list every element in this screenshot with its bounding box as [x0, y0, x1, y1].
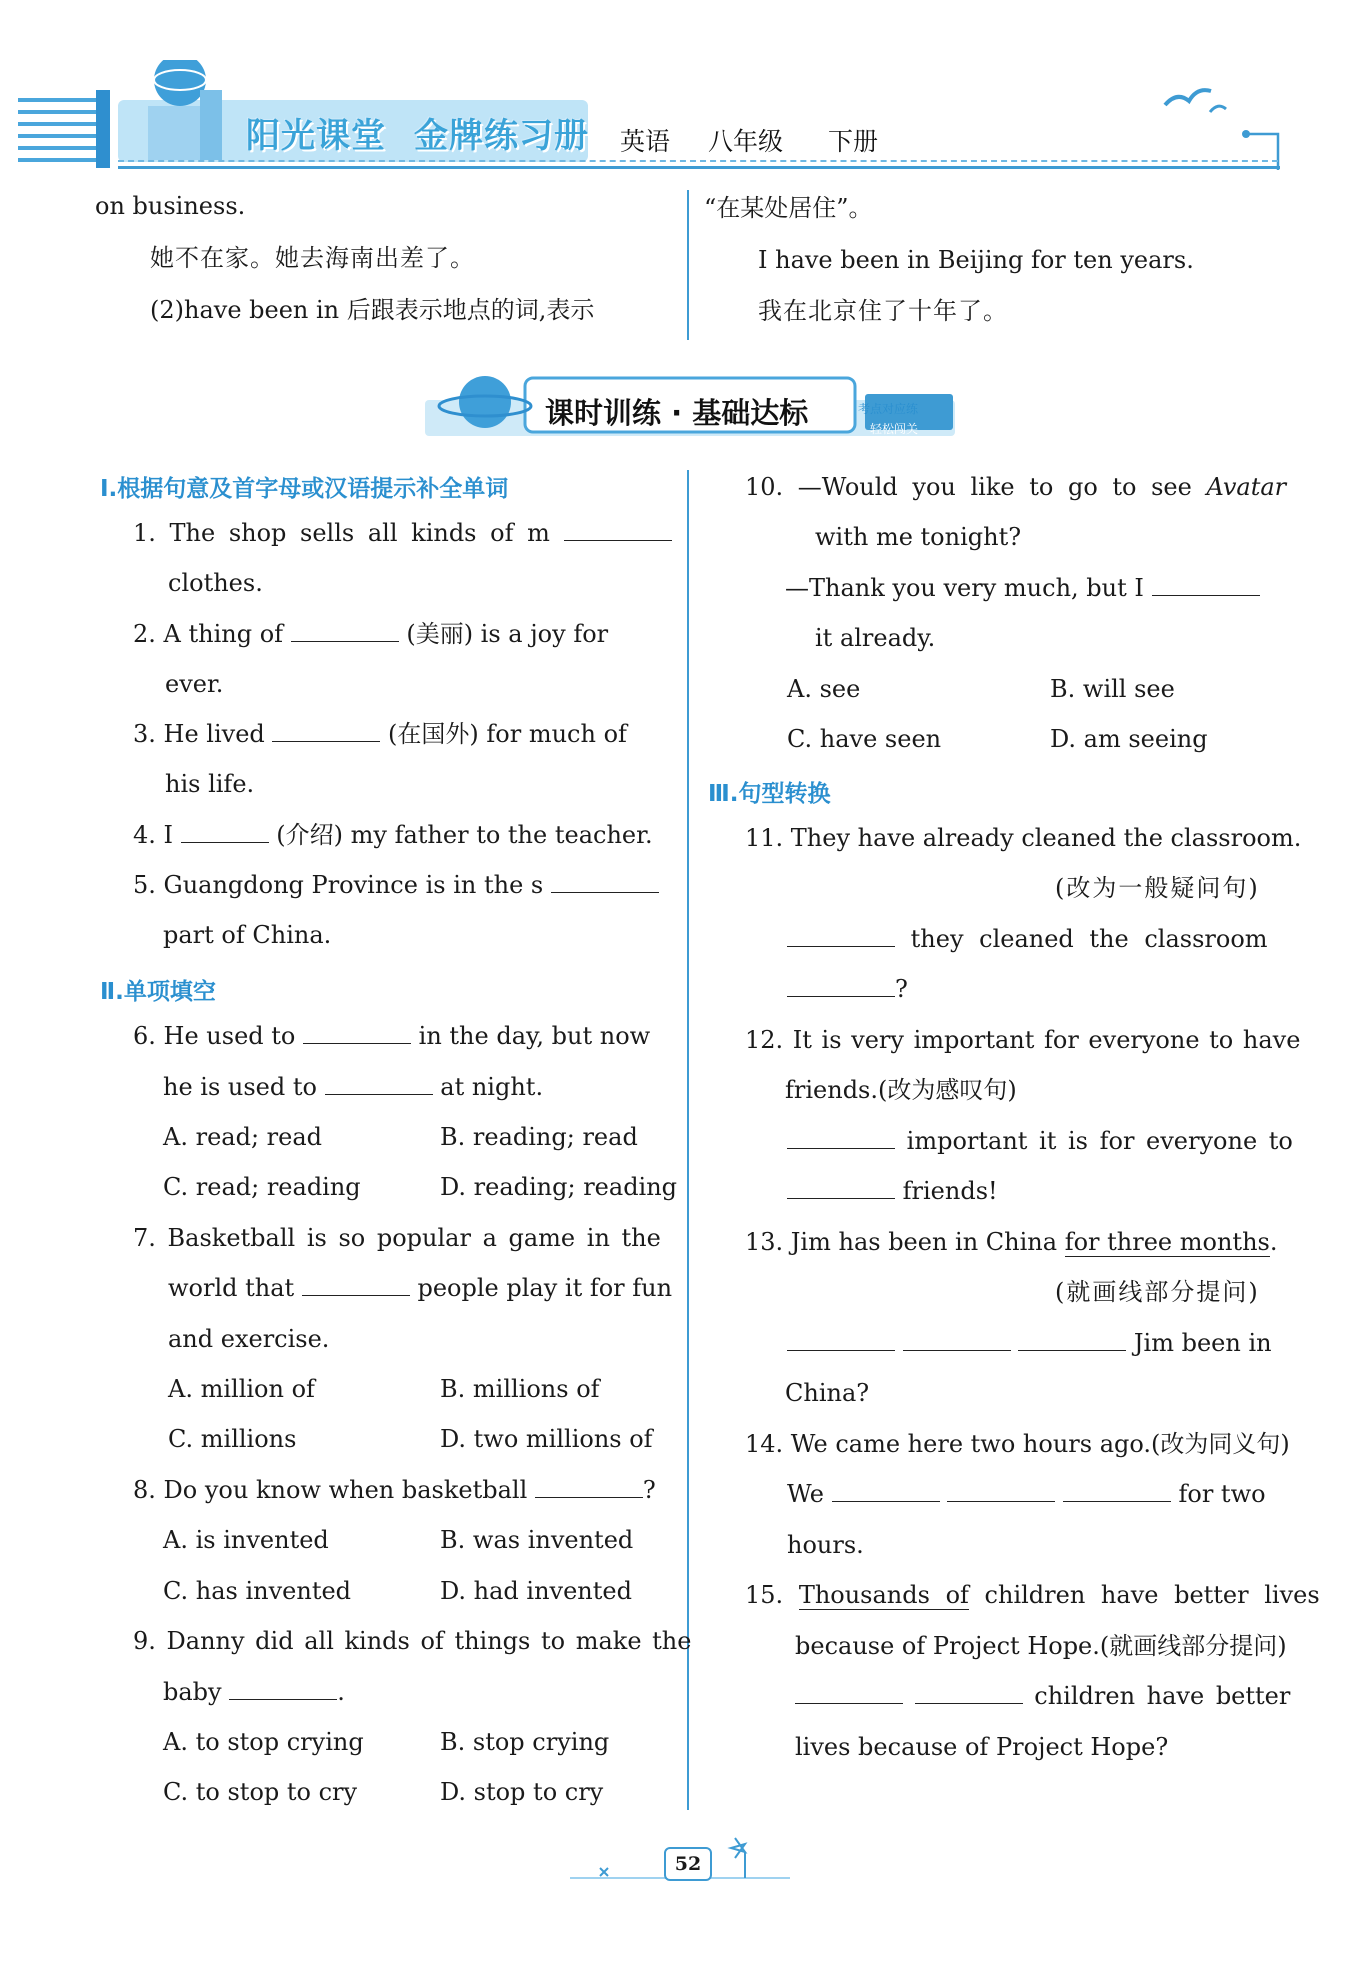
q11-line-4 — [787, 974, 908, 1004]
q15-blank-1[interactable] — [795, 1681, 903, 1704]
q13-end: . — [1269, 1228, 1278, 1256]
q13-note: (就画线部分提问) — [1055, 1278, 1260, 1306]
q11-line-1: 11. They have already cleaned the classroom. — [745, 824, 1302, 852]
q9-option-d[interactable]: D. stop to cry — [440, 1778, 604, 1806]
q11-line-3 — [787, 924, 1268, 954]
q13-blank-3[interactable] — [1018, 1328, 1126, 1351]
q12-text-c: important it is for everyone to — [906, 1127, 1293, 1155]
q13-blank-2[interactable] — [903, 1328, 1011, 1351]
q9-option-c[interactable]: C. to stop to cry — [163, 1778, 358, 1806]
q12-line-1: 12. It is very important for everyone to have — [745, 1026, 1301, 1054]
q9-option-b[interactable]: B. stop crying — [440, 1728, 610, 1756]
q10-line-3 — [785, 573, 1260, 603]
q1-text: 1. The shop sells all kinds of m — [133, 519, 550, 547]
q5-blank[interactable] — [551, 870, 659, 893]
header-solid-rule — [118, 166, 1280, 169]
q10-option-b[interactable]: B. will see — [1050, 675, 1175, 703]
section-1-heading: Ⅰ.根据句意及首字母或汉语提示补全单词 — [100, 476, 509, 502]
q14-line-2 — [787, 1479, 1266, 1509]
volume-label: 下册 — [828, 127, 879, 156]
q5-line-2: part of China. — [163, 921, 332, 949]
q8-blank[interactable] — [535, 1475, 643, 1498]
q15-line-4: lives because of Project Hope? — [795, 1733, 1169, 1761]
q6-text-a: 6. He used to — [133, 1022, 296, 1050]
q8-text: 8. Do you know when basketball — [133, 1476, 528, 1504]
q7-line-2 — [168, 1273, 672, 1303]
q13-line-4: China? — [785, 1379, 870, 1407]
q3-text: 3. He lived — [133, 720, 265, 748]
q14-line-1: 14. We came here two hours ago.(改为同义句) — [745, 1430, 1290, 1458]
q11-text-b: they cleaned the classroom — [910, 925, 1268, 953]
banner-tag-top: 考点对应练 — [858, 402, 919, 416]
q12-line-3 — [787, 1126, 1293, 1156]
q4-line — [133, 820, 653, 850]
q10-movie-title: Avatar — [1206, 473, 1287, 501]
q6-option-b[interactable]: B. reading; read — [440, 1123, 638, 1151]
q4-blank[interactable] — [181, 820, 269, 843]
q10-text-a: 10. —Would you like to go to see — [745, 473, 1192, 501]
q8-option-a[interactable]: A. is invented — [163, 1526, 329, 1554]
q12-blank-2[interactable] — [787, 1176, 895, 1199]
q13-text-b: Jim been in — [1133, 1329, 1272, 1357]
q14-blank-1[interactable] — [832, 1479, 940, 1502]
q1-blank[interactable] — [564, 518, 672, 541]
q7-line-1: 7. Basketball is so popular a game in the — [133, 1224, 661, 1252]
q12-line-2: friends.(改为感叹句) — [785, 1076, 1017, 1104]
q7-line-3: and exercise. — [168, 1325, 330, 1353]
q12-line-4 — [787, 1176, 998, 1206]
q10-option-d[interactable]: D. am seeing — [1050, 725, 1208, 753]
q15-underlined: Thousands of — [798, 1581, 969, 1609]
q14-text-b2: for two — [1178, 1480, 1266, 1508]
q9-text-b: baby — [163, 1678, 222, 1706]
q3-blank[interactable] — [272, 719, 380, 742]
q3-line-1 — [133, 719, 627, 749]
q9-blank[interactable] — [229, 1677, 337, 1700]
q15-blank-2[interactable] — [915, 1681, 1023, 1704]
q3-line-2: his life. — [165, 770, 255, 798]
q12-blank-1[interactable] — [787, 1126, 895, 1149]
top-column-divider — [687, 190, 689, 340]
banner-title: 课时训练 · 基础达标 — [545, 396, 809, 430]
q6-line-2 — [163, 1072, 543, 1102]
q14-text-b1: We — [787, 1480, 824, 1508]
q15-line-2: because of Project Hope.(就画线部分提问) — [795, 1632, 1287, 1660]
q7-blank[interactable] — [302, 1273, 410, 1296]
note-right-line-2: I have been in Beijing for ten years. — [758, 246, 1194, 274]
q13-line-3 — [787, 1328, 1272, 1358]
q5-text: 5. Guangdong Province is in the s — [133, 871, 544, 899]
q4-hint: (介绍) my father to the teacher. — [276, 821, 653, 849]
q8-end: ? — [642, 1476, 656, 1504]
q12-text-d: friends! — [902, 1177, 998, 1205]
q3-hint: (在国外) for much of — [388, 720, 627, 748]
q14-line-3: hours. — [787, 1531, 864, 1559]
q2-line-2: ever. — [165, 670, 224, 698]
note-left-line-1: on business. — [95, 192, 246, 220]
q15-number: 15. — [745, 1581, 784, 1609]
q6-option-a[interactable]: A. read; read — [163, 1123, 322, 1151]
q8-line — [133, 1475, 656, 1505]
q10-option-a[interactable]: A. see — [787, 675, 861, 703]
q15-line-1 — [745, 1580, 1320, 1610]
q6-text-d: at night. — [440, 1073, 544, 1101]
q6-option-d[interactable]: D. reading; reading — [440, 1173, 678, 1201]
q10-line-4: it already. — [815, 624, 936, 652]
page-number: 52 — [664, 1847, 712, 1881]
q11-note: (改为一般疑问句) — [1055, 874, 1260, 902]
q11-blank-1[interactable] — [787, 924, 895, 947]
note-left-line-2: 她不在家。她去海南出差了。 — [150, 244, 475, 272]
q9-line-2 — [163, 1677, 345, 1707]
q15-text-c: children have better — [1034, 1682, 1291, 1710]
q13-line-1 — [745, 1227, 1277, 1257]
q6-blank-1[interactable] — [303, 1021, 411, 1044]
q1-line-2: clothes. — [168, 569, 263, 597]
q10-line-1 — [745, 472, 1286, 502]
note-left-line-3: (2)have been in 后跟表示地点的词,表示 — [150, 296, 595, 324]
q11-end: ? — [895, 975, 908, 1003]
q9-option-a[interactable]: A. to stop crying — [163, 1728, 364, 1756]
q10-line-2: with me tonight? — [815, 523, 1022, 551]
q7-option-b[interactable]: B. millions of — [440, 1375, 600, 1403]
q6-line-1 — [133, 1021, 650, 1051]
q2-hint: (美丽) is a joy for — [406, 620, 609, 648]
q2-line-1 — [133, 619, 608, 649]
q7-option-a[interactable]: A. million of — [168, 1375, 315, 1403]
header-band — [0, 60, 1350, 175]
series-title-1: 阳光课堂 — [246, 116, 386, 156]
banner-tag-bottom: 轻松闯关 — [870, 422, 919, 436]
q5-line-1 — [133, 870, 659, 900]
q11-blank-2[interactable] — [787, 974, 895, 997]
q13-blank-1[interactable] — [787, 1328, 895, 1351]
main-column-divider — [687, 470, 689, 1810]
q10-text-c: —Thank you very much, but I — [785, 574, 1144, 602]
grade-label: 八年级 — [708, 127, 784, 156]
q15-text-a: children have better lives — [984, 1581, 1320, 1609]
subject-label: 英语 — [620, 127, 671, 156]
q13-text-a: 13. Jim has been in China — [745, 1228, 1058, 1256]
q13-underlined: for three months — [1064, 1228, 1270, 1256]
header-dashed-rule — [118, 160, 1278, 162]
q8-option-c[interactable]: C. has invented — [163, 1577, 352, 1605]
section-3-heading: Ⅲ.句型转换 — [708, 781, 831, 807]
q8-option-b[interactable]: B. was invented — [440, 1526, 634, 1554]
q15-line-3 — [795, 1681, 1290, 1711]
series-title-2: 金牌练习册 — [414, 116, 589, 156]
q14-blank-3[interactable] — [1063, 1479, 1171, 1502]
q14-blank-2[interactable] — [947, 1479, 1055, 1502]
q10-option-c[interactable]: C. have seen — [787, 725, 942, 753]
q2-blank[interactable] — [291, 619, 399, 642]
q6-text-c: he is used to — [163, 1073, 317, 1101]
q7-option-d[interactable]: D. two millions of — [440, 1425, 653, 1453]
section-2-heading: Ⅱ.单项填空 — [100, 979, 216, 1005]
q4-text: 4. I — [133, 821, 174, 849]
q9-end: . — [337, 1678, 345, 1706]
q7-text-c: people play it for fun — [417, 1274, 673, 1302]
q10-blank[interactable] — [1152, 573, 1260, 596]
note-right-line-1: “在某处居住”。 — [704, 194, 873, 222]
q7-text-b: world that — [168, 1274, 295, 1302]
note-right-line-3: 我在北京住了十年了。 — [758, 297, 1008, 325]
q1-line-1 — [133, 518, 672, 548]
q8-option-d[interactable]: D. had invented — [440, 1577, 632, 1605]
q6-text-b: in the day, but now — [418, 1022, 651, 1050]
q6-option-c[interactable]: C. read; reading — [163, 1173, 361, 1201]
q7-option-c[interactable]: C. millions — [168, 1425, 297, 1453]
q9-line-1: 9. Danny did all kinds of things to make the — [133, 1627, 692, 1655]
q6-blank-2[interactable] — [325, 1072, 433, 1095]
q2-text: 2. A thing of — [133, 620, 284, 648]
